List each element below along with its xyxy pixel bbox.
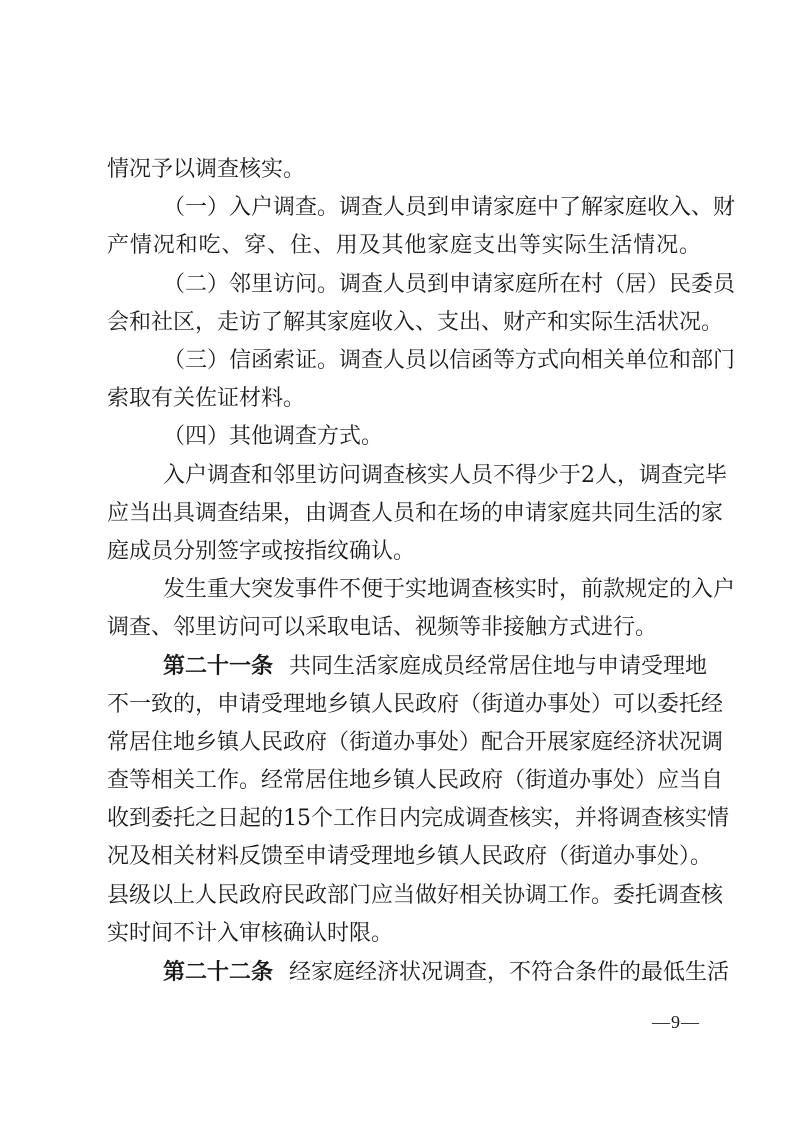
article-number: 第二十一条 xyxy=(163,653,274,680)
line-text: （四）其他调查方式。 xyxy=(163,424,384,450)
line-text: 庭成员分别签字或按指纹确认。 xyxy=(107,538,416,564)
line-text: 共同生活家庭成员经常居住地与申请受理地 xyxy=(289,654,708,680)
line-text: 应当出具调查结果，由调查人员和在场的申请家庭共同生活的家 xyxy=(107,500,724,526)
line-text: 收到委托之日起的15个工作日内完成调查核实，并将调查核实情 xyxy=(107,806,729,832)
line-text: 入户调查和邻里访问调查核实人员不得少于2人，调查完毕 xyxy=(163,462,727,488)
line-text: 情况予以调查核实。 xyxy=(107,157,306,182)
line-text: 经家庭经济状况调查，不符合条件的最低生活 xyxy=(289,959,730,985)
text-line xyxy=(107,457,727,495)
text-line xyxy=(107,877,724,915)
line-text: （一）入户调查。调查人员到申请家庭中了解家庭收入、财 xyxy=(163,195,736,221)
line-text: 实时间不计入审核确认时限。 xyxy=(107,920,394,946)
text-line xyxy=(107,533,701,571)
text-line xyxy=(107,495,724,533)
line-text: 索取有关佐证材料。 xyxy=(107,386,306,412)
line-text: 县级以上人民政府民政部门应当做好相关协调工作。委托调查核 xyxy=(107,882,724,908)
text-line xyxy=(107,838,713,876)
line-text: 发生重大突发事件不便于实地调查核实时，前款规定的入户 xyxy=(163,577,736,603)
line-text: 常居住地乡镇人民政府（街道办事处）配合开展家庭经济状况调 xyxy=(107,729,724,755)
text-line xyxy=(107,724,724,762)
text-line xyxy=(107,227,701,265)
line-text: 会和社区，走访了解其家庭收入、支出、财产和实际生活状况。 xyxy=(107,309,724,335)
article-heading-line xyxy=(107,953,730,991)
text-line xyxy=(107,266,736,304)
document-body xyxy=(107,151,736,991)
text-line xyxy=(107,686,724,724)
text-line xyxy=(107,418,701,456)
text-line xyxy=(107,189,736,227)
line-text: （二）邻里访问。调查人员到申请家庭所在村（居）民委员 xyxy=(163,271,736,297)
line-text: 况及相关材料反馈至申请受理地乡镇人民政府（街道办事处）。 xyxy=(107,844,713,870)
article-heading-line xyxy=(107,647,708,685)
text-line xyxy=(107,304,724,342)
text-line xyxy=(107,380,701,418)
line-text: 调查、邻里访问可以采取电话、视频等非接触方式进行。 xyxy=(107,615,658,641)
text-line xyxy=(107,762,724,800)
line-text: 查等相关工作。经常居住地乡镇人民政府（街道办事处）应当自 xyxy=(107,768,724,793)
text-line xyxy=(107,800,729,838)
text-line xyxy=(107,342,736,380)
text-line xyxy=(107,151,701,189)
text-line xyxy=(107,915,701,953)
line-text: 不一致的，申请受理地乡镇人民政府（街道办事处）可以委托经 xyxy=(107,691,724,717)
line-text: 产情况和吃、穿、住、用及其他家庭支出等实际生活情况。 xyxy=(107,233,701,259)
text-line xyxy=(107,609,701,647)
article-number: 第二十二条 xyxy=(163,958,274,985)
text-line xyxy=(107,571,736,609)
page-number: —9— xyxy=(652,1012,700,1032)
line-text: （三）信函索证。调查人员以信函等方式向相关单位和部门 xyxy=(163,347,736,373)
